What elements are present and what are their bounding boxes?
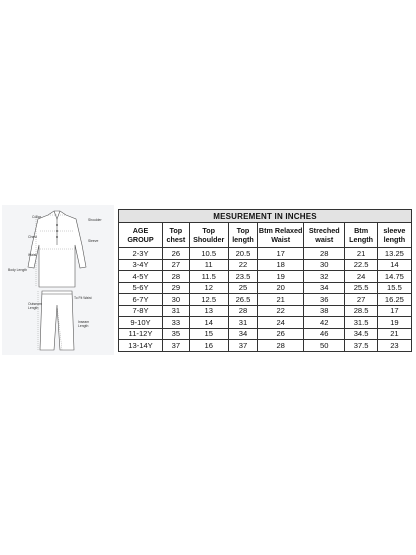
column-header: Top Shoulder [189, 223, 228, 248]
age-group-cell: 11-12Y [119, 328, 163, 340]
measurement-cell: 16 [189, 340, 228, 352]
measurement-cell: 11.5 [189, 271, 228, 283]
garment-measurement-diagram [2, 205, 114, 355]
kurta-pyjama-illustration [2, 205, 114, 355]
table-row [119, 328, 412, 340]
measurement-cell: 33 [163, 317, 190, 329]
measurement-cell: 23.5 [228, 271, 257, 283]
table-title: MESUREMENT IN INCHES [119, 210, 412, 223]
measurement-cell: 15.5 [377, 282, 411, 294]
measurement-cell: 23 [377, 340, 411, 352]
measurement-cell: 38 [304, 305, 345, 317]
outseam-length-label: Outseam Length [28, 302, 42, 310]
measurement-cell: 12.5 [189, 294, 228, 306]
measurement-cell: 17 [377, 305, 411, 317]
table-row [119, 282, 412, 294]
sleeve-label: Sleeve [88, 239, 99, 243]
measurement-cell: 20.5 [228, 248, 257, 260]
measurement-cell: 22.5 [345, 259, 377, 271]
measurement-cell: 14 [377, 259, 411, 271]
age-group-cell: 13-14Y [119, 340, 163, 352]
measurement-cell: 37 [163, 340, 190, 352]
measurement-cell: 21 [258, 294, 304, 306]
waist-label: Waist [28, 253, 37, 257]
measurement-cell: 46 [304, 328, 345, 340]
pyjama-outline [40, 291, 74, 350]
to-fit-waist-label: To Fit Waist [74, 296, 92, 300]
age-group-cell: 2-3Y [119, 248, 163, 260]
measurement-cell: 28 [258, 340, 304, 352]
column-header: Btm Relaxed Waist [258, 223, 304, 248]
table-row [119, 248, 412, 260]
column-header: Top chest [163, 223, 190, 248]
measurement-cell: 37 [228, 340, 257, 352]
age-group-cell: 6-7Y [119, 294, 163, 306]
measurement-cell: 17 [258, 248, 304, 260]
measurement-cell: 31.5 [345, 317, 377, 329]
measurement-cell: 14 [189, 317, 228, 329]
measurement-cell: 36 [304, 294, 345, 306]
measurement-cell: 21 [345, 248, 377, 260]
table-title-row [119, 210, 412, 223]
table-row [119, 305, 412, 317]
column-header: AGE GROUP [119, 223, 163, 248]
measurement-cell: 31 [228, 317, 257, 329]
measurement-cell: 24 [258, 317, 304, 329]
measurement-cell: 13 [189, 305, 228, 317]
table-row [119, 271, 412, 283]
table-row [119, 317, 412, 329]
collar-label: Collar [32, 215, 41, 219]
age-group-cell: 9-10Y [119, 317, 163, 329]
measurement-cell: 26 [258, 328, 304, 340]
measurement-cell: 22 [258, 305, 304, 317]
measurement-cell: 31 [163, 305, 190, 317]
measurement-cell: 20 [258, 282, 304, 294]
measurement-cell: 27 [163, 259, 190, 271]
table-row [119, 259, 412, 271]
shoulder-label: Shoulder [88, 218, 102, 222]
measurement-cell: 24 [345, 271, 377, 283]
column-header: Top length [228, 223, 257, 248]
body-length-label: Body Length [8, 268, 28, 272]
measurement-cell: 26 [163, 248, 190, 260]
measurement-cell: 26.5 [228, 294, 257, 306]
column-header: Streched waist [304, 223, 345, 248]
measurement-cell: 19 [258, 271, 304, 283]
measurement-cell: 15 [189, 328, 228, 340]
measurement-cell: 16.25 [377, 294, 411, 306]
measurement-cell: 28.5 [345, 305, 377, 317]
measurement-cell: 29 [163, 282, 190, 294]
age-group-cell: 5-6Y [119, 282, 163, 294]
measurement-cell: 30 [163, 294, 190, 306]
measurement-cell: 37.5 [345, 340, 377, 352]
measurement-cell: 35 [163, 328, 190, 340]
table-body [119, 248, 412, 352]
measurement-cell: 13.25 [377, 248, 411, 260]
table-row [119, 340, 412, 352]
measurement-cell: 30 [304, 259, 345, 271]
chest-label: Chest [28, 235, 37, 239]
measurement-cell: 18 [258, 259, 304, 271]
measurement-cell: 10.5 [189, 248, 228, 260]
measurement-cell: 21 [377, 328, 411, 340]
measurement-cell: 19 [377, 317, 411, 329]
measurement-cell: 25 [228, 282, 257, 294]
column-header: sleeve length [377, 223, 411, 248]
measurement-cell: 42 [304, 317, 345, 329]
measurement-cell: 28 [228, 305, 257, 317]
age-group-cell: 7-8Y [119, 305, 163, 317]
measurement-cell: 34.5 [345, 328, 377, 340]
measurement-cell: 50 [304, 340, 345, 352]
measurement-cell: 28 [163, 271, 190, 283]
size-chart-table [118, 209, 412, 352]
age-group-cell: 4-5Y [119, 271, 163, 283]
measurement-cell: 11 [189, 259, 228, 271]
column-header: Btm Length [345, 223, 377, 248]
age-group-cell: 3-4Y [119, 259, 163, 271]
measurement-cell: 27 [345, 294, 377, 306]
measurement-cell: 25.5 [345, 282, 377, 294]
measurement-cell: 12 [189, 282, 228, 294]
measurement-cell: 32 [304, 271, 345, 283]
measurement-cell: 14.75 [377, 271, 411, 283]
inseam-length-label: Inseam Length [78, 320, 90, 328]
table-header-row [119, 223, 412, 248]
measurement-cell: 22 [228, 259, 257, 271]
measurement-cell: 34 [228, 328, 257, 340]
table-row [119, 294, 412, 306]
measurement-cell: 28 [304, 248, 345, 260]
measurement-cell: 34 [304, 282, 345, 294]
